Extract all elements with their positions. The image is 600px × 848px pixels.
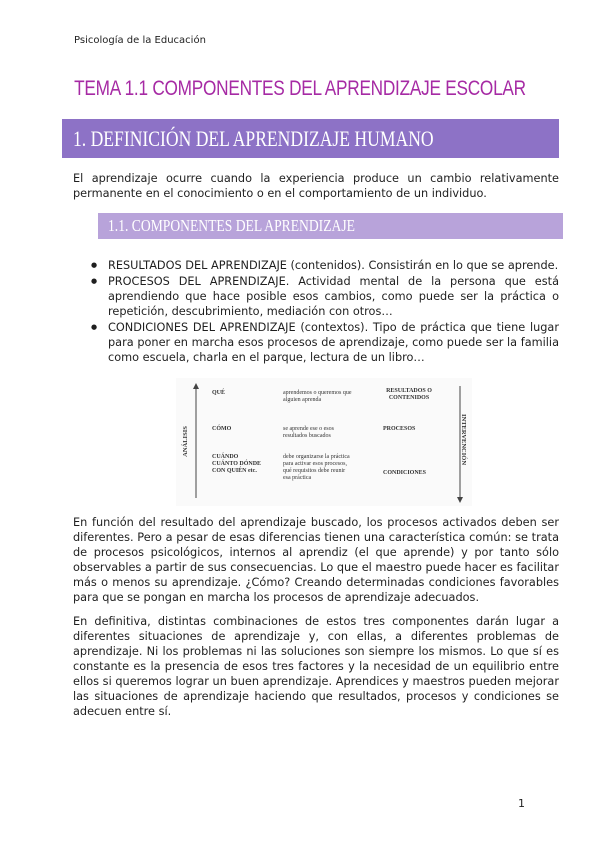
components-list [91, 258, 559, 366]
subsection-heading: 1.1. COMPONENTES DEL APRENDIZAJE [108, 216, 355, 235]
list-item: ● RESULTADOS DEL APRENDIZAJE (contenidos). Consistirán en lo que se aprende. [91, 258, 559, 273]
body-paragraph: En función del resultado del aprendizaje buscado, los procesos activados deben ser diferentes. Pero a pesar de esas diferencias tienen una característica común: se trata de procesos psicológicos, internos al aprendiz (el que aprende) y por tanto sólo observables a partir de sus consecuencias. Lo que el maestro puede hacer es facilitar más o menos su aprendizaje. ¿Cómo? Creando determinadas condiciones favorables para que se pongan en marcha los procesos de aprendizaje adecuados. [73, 516, 559, 604]
diagram-description: se aprende ese o esos resultados buscados [283, 426, 334, 439]
list-item: ● PROCESOS DEL APRENDIZAJE. Actividad mental de la persona que está aprendiendo que hace posible esos cambios, como puede ser la práctica o repetición, descubrimiento, mediación con otros… [91, 274, 559, 319]
page-title: TEMA 1.1 COMPONENTES DEL APRENDIZAJE ESCOLAR [74, 77, 526, 100]
definition-paragraph: El aprendizaje ocurre cuando la experiencia produce un cambio relativamente permanente en el conocimiento o en el comportamiento de un individuo. [73, 172, 559, 200]
intervention-label: INTERVENCIÓN [460, 413, 468, 466]
subsection-heading-band [98, 213, 563, 239]
diagram-description: aprendemos o queremos que alguien aprenda [283, 390, 352, 403]
diagram-component: RESULTADOS O CONTENIDOS [386, 388, 432, 401]
section-heading: 1. DEFINICIÓN DEL APRENDIZAJE HUMANO [73, 126, 434, 151]
running-header: Psicología de la Educación [74, 35, 206, 46]
diagram-question: CÓMO [212, 426, 232, 432]
body-paragraph: En definitiva, distintas combinaciones de estos tres componentes darán lugar a diferentes situaciones de aprendizaje y, con ellas, a diferentes problemas de aprendizaje. Ni los problemas ni las soluciones son siempre los mismos. Lo que sí es constante es la presencia de esos tres factores y la necesidad de un equilibrio entre ellos si queremos lograr un buen aprendizaje. Aprendices y maestros pueden mejorar las situaciones de aprendizaje haciendo que resultados, procesos y condiciones se adecuen entre sí. [73, 615, 559, 718]
diagram-component: PROCESOS [383, 426, 416, 432]
list-item: ● CONDICIONES DEL APRENDIZAJE (contextos). Tipo de práctica que tiene lugar para poner en marcha esos procesos de aprendizaje, como puede ser la familia como escuela, charla en el parque, lectura de un libro… [91, 320, 559, 365]
diagram-question: QUÉ [212, 390, 226, 396]
components-diagram [176, 378, 472, 506]
diagram-component: CONDICIONES [383, 470, 427, 476]
diagram-question: CUÁNDO CUÁNTO DÓNDE CON QUIÉN etc. [212, 454, 262, 474]
page-number: 1 [518, 797, 525, 810]
diagram-description: debe organizarse la práctica para activar esos procesos, qué requisitos debe reunir esa práctica [283, 454, 350, 481]
analysis-label: ANÁLISIS [181, 426, 189, 457]
section-heading-band [62, 119, 559, 158]
